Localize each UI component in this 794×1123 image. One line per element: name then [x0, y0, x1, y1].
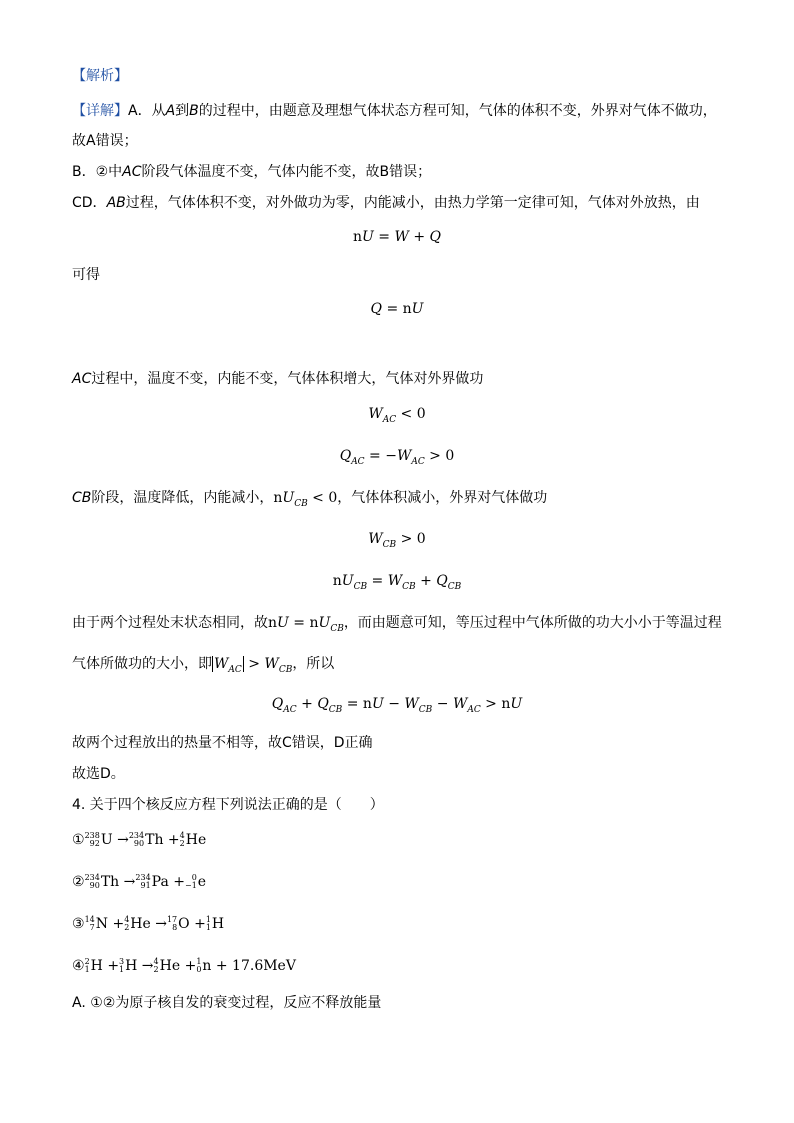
detail-label: 【详解】 — [72, 103, 128, 119]
analysis-heading: 【解析】 — [72, 68, 128, 84]
equation-1: nU = W + Q — [353, 229, 441, 245]
equation-6: $nU_{CB} = W_{CB} + Q_{CB}$ — [332, 573, 462, 592]
detail-line-a1 — [72, 101, 717, 121]
text-a1: A．从A到B的过程中，由题意及理想气体状态方程可知，气体的体积不变，外界对气体不做功， — [128, 103, 717, 119]
equation-3: $W_{AC} < 0$ — [368, 406, 426, 425]
option-a: A. ①②为原子核自发的衰变过程，反应不释放能量 — [72, 995, 382, 1011]
text-cb: CB阶段，温度降低，内能减小，$nU_{CB} < 0$，气体体积减小，外界对气体做功 — [72, 490, 548, 509]
equation-4: $Q_{AC} = -W_{AC} > 0$ — [339, 448, 455, 467]
text-cd: CD．AB过程，气体体积不变，对外做功为零，内能减小，由热力学第一定律可知，气体对外放热，由 — [72, 195, 700, 211]
text-since: 由于两个过程处末状态相同，故nU = $nU_{CB}$，而由题意可知，等压过程中气体所做的功大小小于等温过程 — [72, 615, 722, 634]
text-ac: AC过程中，温度不变，内能不变，气体体积增大，气体对外界做功 — [72, 371, 484, 387]
reaction-3: ③ 14 7 N + 4 2 He → 17 8 O + 1 1 H — [72, 915, 225, 932]
reaction-2: ② 234 90 Th → 234 91 Pa + 0 −1 e — [72, 873, 207, 890]
equation-2: Q = nU — [370, 301, 424, 317]
text-work: 气体所做功的大小，即 $W_{AC} > W_{CB}$，所以 — [72, 656, 335, 675]
question-4: 4. 关于四个核反应方程下列说法正确的是（ ） — [72, 797, 384, 813]
reaction-1: ① 238 92 U → 234 90 Th + 4 2 He — [72, 831, 207, 848]
text-kede: 可得 — [72, 267, 100, 283]
text-choice: 故选D。 — [72, 766, 125, 782]
text-conclusion: 故两个过程放出的热量不相等，故C错误，D正确 — [72, 735, 373, 751]
text-b: B．②中AC阶段气体温度不变，气体内能不变，故B错误； — [72, 164, 432, 180]
equation-7: $Q_{AC} + Q_{CB}$ = nU − $W_{CB} - W_{AC}$ > nU — [271, 696, 523, 715]
equation-5: $W_{CB} > 0$ — [368, 531, 426, 550]
reaction-4: ④ 2 1 H + 3 1 H → 4 2 He + 1 0 n + 17.6MeV — [72, 957, 296, 974]
text-a2: 故A错误； — [72, 133, 138, 149]
